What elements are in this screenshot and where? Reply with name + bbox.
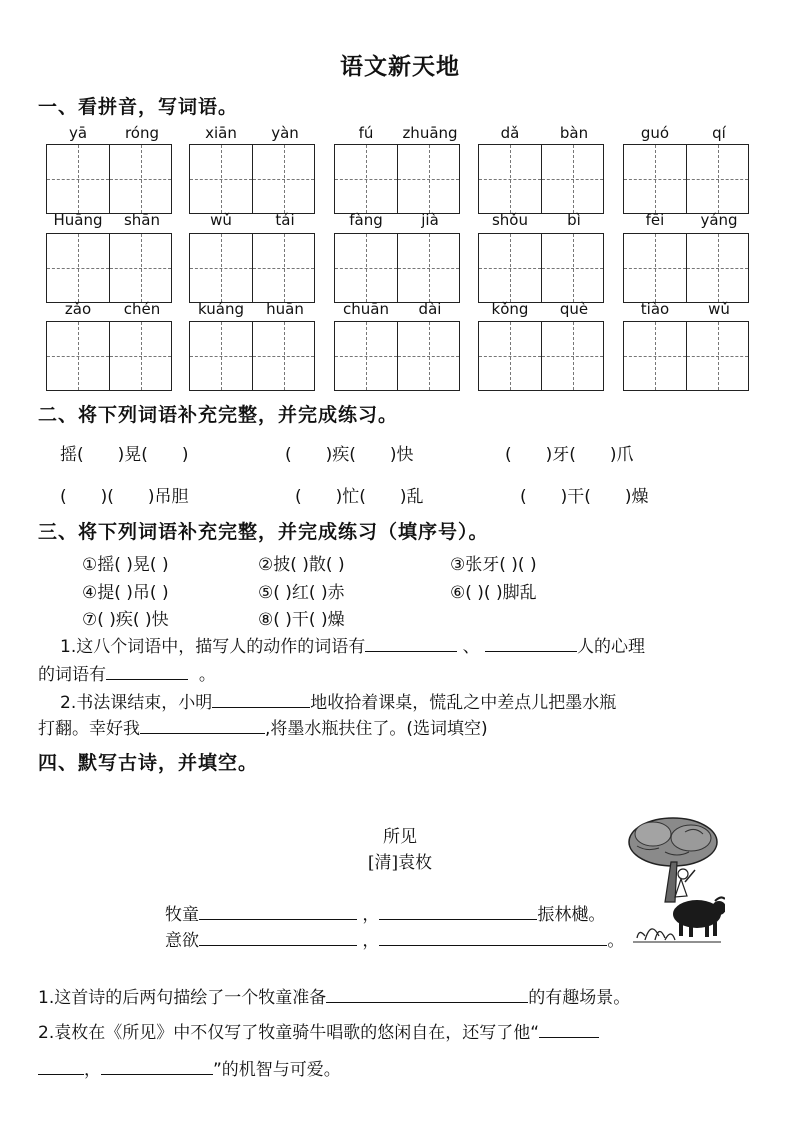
pinyin-syllable: huān — [266, 300, 304, 318]
section3-q1-cont — [38, 660, 216, 685]
poem-blank-1[interactable] — [199, 903, 357, 920]
q1-blank-1[interactable] — [365, 635, 457, 652]
pinyin-syllable: zhuāng — [402, 124, 458, 142]
poem-blank-3[interactable] — [199, 929, 357, 946]
s4-q2-blank-2[interactable] — [38, 1058, 84, 1075]
q2-text-a: 2.书法课结束，小明 — [60, 693, 213, 713]
writing-grid-box[interactable] — [334, 144, 460, 214]
writing-grid-cell[interactable] — [47, 145, 109, 213]
writing-grid-box[interactable] — [46, 144, 172, 214]
pinyin-syllable: dài — [418, 300, 442, 318]
writing-grid-cell[interactable] — [624, 145, 686, 213]
writing-grid-box[interactable] — [478, 233, 604, 303]
writing-grid-box[interactable] — [189, 144, 315, 214]
poem-line1-end: 振林樾。 — [537, 905, 606, 925]
writing-grid-box[interactable] — [334, 321, 460, 391]
pinyin-syllable: dǎ — [500, 124, 520, 142]
writing-grid-cell[interactable] — [109, 145, 171, 213]
q1-text-c: 的词语有 — [38, 665, 106, 685]
page-title: 语文新天地 — [340, 54, 460, 80]
writing-grid-cell[interactable] — [47, 234, 109, 302]
writing-grid-cell[interactable] — [252, 145, 314, 213]
pinyin-syllable: wǔ — [708, 300, 730, 318]
pinyin-syllable: fú — [358, 124, 374, 142]
writing-grid-cell[interactable] — [479, 234, 541, 302]
pinyin-syllable: shān — [123, 211, 161, 229]
boy-on-ox-under-tree-image — [625, 812, 725, 947]
section3-q2-cont — [38, 714, 488, 739]
section2-heading: 二、将下列词语补充完整，并完成练习。 — [38, 404, 399, 426]
writing-grid-box[interactable] — [189, 321, 315, 391]
writing-grid-cell[interactable] — [109, 234, 171, 302]
q2-blank-1[interactable] — [212, 691, 310, 708]
writing-grid-cell[interactable] — [252, 322, 314, 390]
writing-grid-cell[interactable] — [541, 145, 603, 213]
s4-q2-text-a: 2.袁枚在《所见》中不仅写了牧童骑牛唱歌的悠闲自在，还写了他“ — [38, 1023, 540, 1043]
writing-grid-cell[interactable] — [109, 322, 171, 390]
q2-text-c: 打翻。幸好我 — [38, 719, 140, 739]
poem-blank-2[interactable] — [379, 903, 537, 920]
pinyin-syllable: jià — [421, 211, 439, 229]
q1-end: 。 — [198, 665, 216, 685]
writing-grid-cell[interactable] — [190, 322, 252, 390]
writing-grid-box[interactable] — [478, 321, 604, 391]
pinyin-syllable: guó — [640, 124, 670, 142]
pinyin-syllable: wǔ — [210, 211, 232, 229]
q2-text-b: 地收拾着课桌，慌乱之中差点儿把墨水瓶 — [310, 693, 617, 713]
writing-grid-box[interactable] — [623, 233, 749, 303]
poem-line-2 — [165, 926, 624, 951]
writing-grid-box[interactable] — [478, 144, 604, 214]
s4-q1-text-b: 的有趣场景。 — [528, 988, 631, 1008]
section3-q2 — [60, 688, 616, 713]
pinyin-syllable: fàng — [349, 211, 383, 229]
writing-grid-cell[interactable] — [479, 145, 541, 213]
q1-text-b: 人的心理 — [577, 637, 646, 657]
s4-q2-text-b: ”的机智与可爱。 — [213, 1060, 341, 1080]
pinyin-syllable: tiào — [640, 300, 670, 318]
s4-q2-blank-1[interactable] — [539, 1021, 599, 1038]
pinyin-syllable: kuáng — [198, 300, 244, 318]
writing-grid-cell[interactable] — [190, 234, 252, 302]
pinyin-syllable: xiān — [205, 124, 237, 142]
section2-item: ( )疾( )快 — [285, 445, 414, 465]
writing-grid-box[interactable] — [46, 233, 172, 303]
pinyin-syllable: róng — [124, 124, 160, 142]
pinyin-syllable: shǒu — [491, 211, 528, 229]
writing-grid-cell[interactable] — [397, 234, 459, 302]
section3-heading: 三、将下列词语补充完整，并完成练习（填序号）。 — [38, 521, 489, 543]
writing-grid-box[interactable] — [623, 321, 749, 391]
writing-grid-cell[interactable] — [397, 322, 459, 390]
pinyin-syllable: yàn — [271, 124, 299, 142]
section3-item: ⑤( )红( )赤 — [258, 583, 345, 603]
writing-grid-cell[interactable] — [335, 145, 397, 213]
pinyin-syllable: kǒng — [491, 300, 529, 318]
section2-item: ( )干( )燥 — [520, 487, 649, 507]
section3-item: ⑥( )( )脚乱 — [450, 583, 537, 603]
writing-grid-cell[interactable] — [686, 322, 748, 390]
writing-grid-cell[interactable] — [47, 322, 109, 390]
pinyin-syllable: chén — [123, 300, 161, 318]
writing-grid-cell[interactable] — [397, 145, 459, 213]
poem-line1-start: 牧童 — [165, 905, 199, 925]
s4-q2-blank-3[interactable] — [101, 1058, 213, 1075]
writing-grid-cell[interactable] — [335, 322, 397, 390]
pinyin-syllable: bì — [567, 211, 581, 229]
poem-blank-4[interactable] — [379, 929, 607, 946]
poem-line1-comma: ， — [362, 905, 380, 925]
section4-heading: 四、默写古诗，并填空。 — [38, 752, 259, 774]
s4-q2-comma: ， — [84, 1060, 101, 1080]
section3-item: ①摇( )晃( ) — [82, 555, 169, 575]
q2-blank-2[interactable] — [140, 717, 265, 734]
section3-item: ⑧( )干( )燥 — [258, 610, 345, 630]
section4-q2-cont — [38, 1055, 341, 1080]
poem-line2-start: 意欲 — [165, 931, 199, 951]
writing-grid-box[interactable] — [623, 144, 749, 214]
writing-grid-cell[interactable] — [624, 234, 686, 302]
writing-grid-box[interactable] — [334, 233, 460, 303]
s4-q1-blank[interactable] — [326, 986, 528, 1003]
pinyin-syllable: fēi — [645, 211, 665, 229]
section3-item: ④提( )吊( ) — [82, 583, 169, 603]
q1-blank-2[interactable] — [485, 635, 577, 652]
pinyin-syllable: yáng — [700, 211, 738, 229]
section3-item: ②披( )散( ) — [258, 555, 345, 575]
pinyin-syllable: què — [559, 300, 589, 318]
section1-heading: 一、看拼音，写词语。 — [38, 96, 239, 118]
section2-item: ( )牙( )爪 — [505, 445, 634, 465]
q1-sep: 、 — [462, 637, 480, 657]
section3-item: ③张牙( )( ) — [450, 555, 537, 575]
s4-q1-text-a: 1.这首诗的后两句描绘了一个牧童准备 — [38, 988, 327, 1008]
section4-q1 — [38, 983, 630, 1008]
writing-grid-cell[interactable] — [252, 234, 314, 302]
q1-blank-3[interactable] — [106, 663, 188, 680]
pinyin-syllable: chuān — [343, 300, 389, 318]
writing-grid-cell[interactable] — [190, 145, 252, 213]
q2-text-d: ,将墨水瓶扶住了。(选词填空) — [265, 719, 488, 739]
poem-line2-comma: ， — [362, 931, 380, 951]
q1-text-a: 1.这八个词语中，描写人的动作的词语有 — [60, 637, 366, 657]
pinyin-syllable: bàn — [559, 124, 589, 142]
writing-grid-cell[interactable] — [541, 322, 603, 390]
section3-item: ⑦( )疾( )快 — [82, 610, 169, 630]
pinyin-syllable: tái — [275, 211, 295, 229]
pinyin-syllable: qí — [712, 124, 726, 142]
section2-item: 摇( )晃( ) — [60, 445, 189, 465]
section2-item: ( )忙( )乱 — [295, 487, 424, 507]
section4-q2 — [38, 1018, 599, 1043]
writing-grid-box[interactable] — [189, 233, 315, 303]
writing-grid-cell[interactable] — [541, 234, 603, 302]
writing-grid-cell[interactable] — [686, 234, 748, 302]
writing-grid-cell[interactable] — [686, 145, 748, 213]
writing-grid-cell[interactable] — [335, 234, 397, 302]
section3-q1 — [60, 632, 645, 657]
pinyin-syllable: Huāng — [53, 211, 103, 229]
writing-grid-box[interactable] — [46, 321, 172, 391]
poem-title: 所见 — [383, 827, 417, 847]
poem-author: [清]袁枚 — [367, 853, 433, 873]
pinyin-syllable: yā — [68, 124, 88, 142]
poem-line2-end: 。 — [607, 931, 625, 951]
writing-grid-cell[interactable] — [479, 322, 541, 390]
section2-item: ( )( )吊胆 — [60, 487, 189, 507]
writing-grid-cell[interactable] — [624, 322, 686, 390]
poem-line-1 — [165, 900, 605, 925]
pinyin-syllable: zǎo — [64, 300, 92, 318]
